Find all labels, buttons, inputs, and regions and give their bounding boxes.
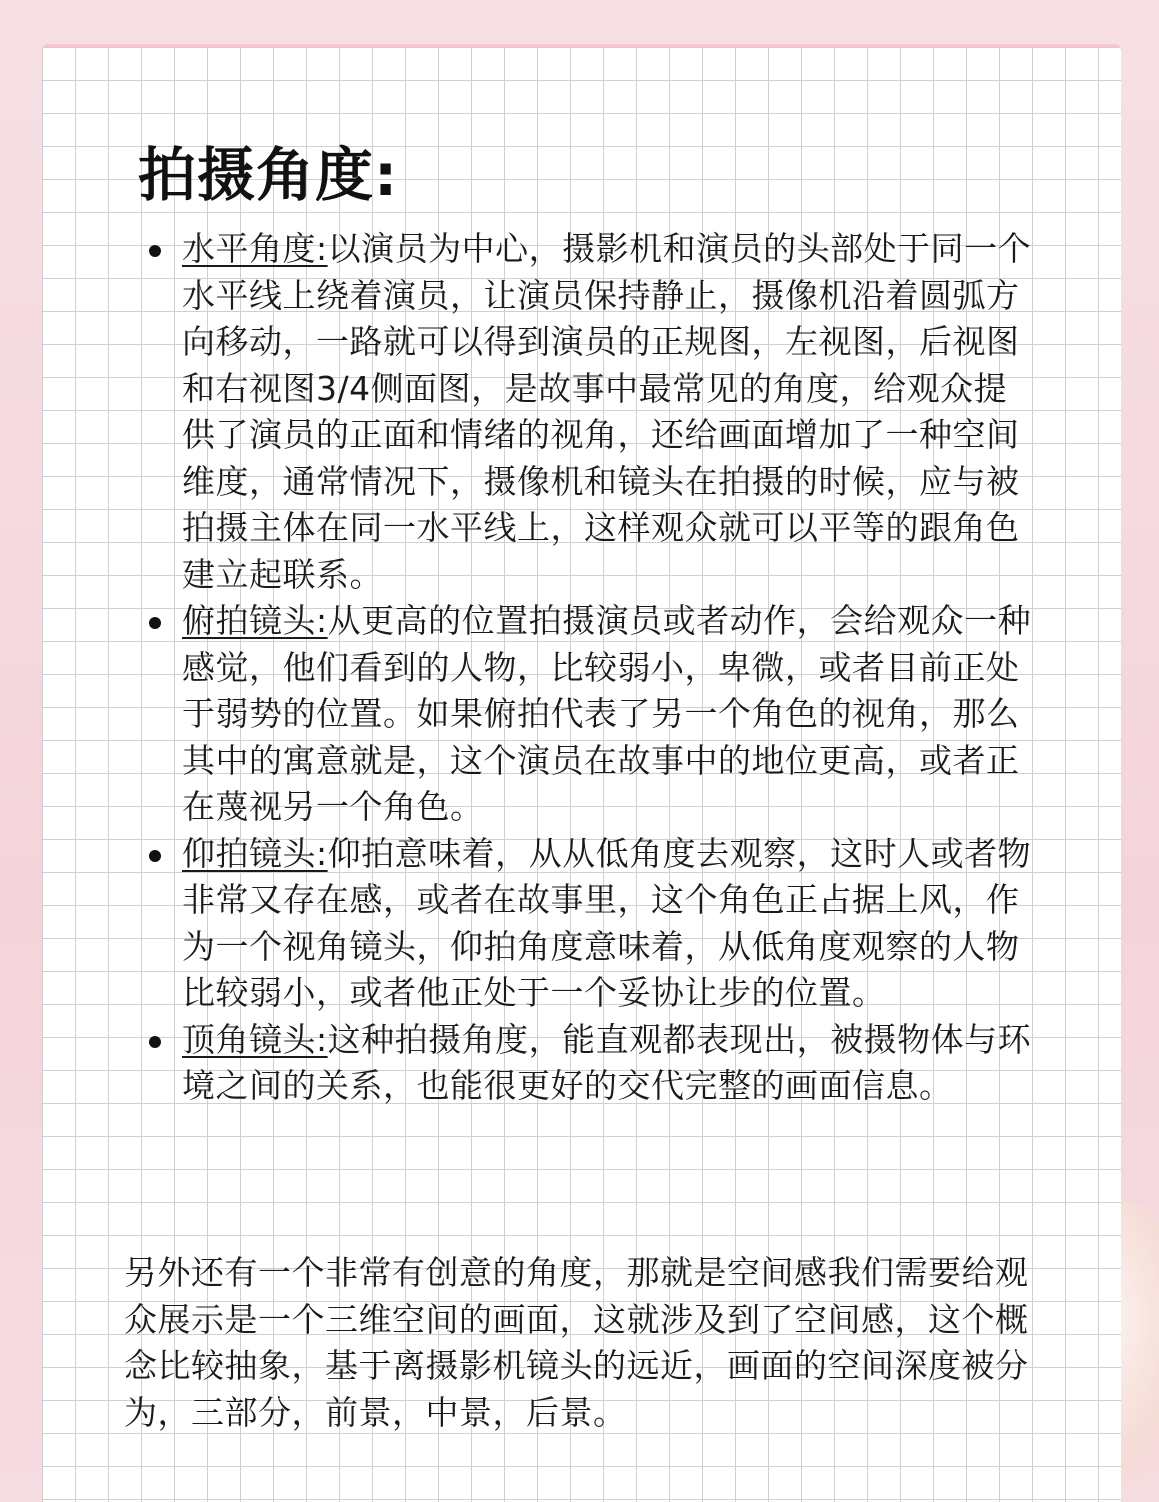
bullet-dot-icon: [149, 1036, 161, 1048]
bullet-text: 以演员为中心，摄影机和演员的头部处于同一个水平线上绕着演员，让演员保持静止，摄像机沿着圆弧方向移动，一路就可以得到演员的正规图，左视图，后视图和右视图3/4侧面图，是故事中最常见的角度，给观众提供了演员的正面和情绪的视角，还给画面增加了一种空间维度，通常情况下，摄像机和镜头在拍摄的时候，应与被拍摄主体在同一水平线上，这样观众就可以平等的跟角色建立起联系。: [182, 229, 1032, 594]
page-title: 拍摄角度:: [138, 141, 399, 209]
bullet-dot-icon: [149, 245, 161, 257]
list-item-high-angle-shot: [182, 598, 1037, 831]
bullet-text: 从更高的位置拍摄演员或者动作，会给观众一种感觉，他们看到的人物，比较弱小，卑微，或者目前正处于弱势的位置。如果俯拍代表了另一个角色的视角，那么其中的寓意就是，这个演员在故事中的地位更高，或者正在蔑视另一个角色。: [182, 601, 1032, 826]
list-item-horizontal-angle: [182, 226, 1037, 598]
bullet-dot-icon: [149, 850, 161, 862]
bullet-term: 水平角度:: [182, 229, 328, 268]
bullet-text: 这种拍摄角度，能直观都表现出，被摄物体与环境之间的关系，也能很更好的交代完整的画面信息。: [182, 1019, 1032, 1105]
bullet-term: 顶角镜头:: [182, 1019, 328, 1059]
bullet-text: 仰拍意味着，从从低角度去观察，这时人或者物非常又存在感，或者在故事里，这个角色正占据上风，作为一个视角镜头，仰拍角度意味着，从低角度观察的人物比较弱小，或者他正处于一个妥协让步的位置。: [182, 833, 1032, 1012]
bullet-term: 仰拍镜头:: [182, 833, 328, 873]
bullet-list: [182, 226, 1037, 1110]
list-item-low-angle-shot: [182, 831, 1037, 1017]
bullet-term: 俯拍镜头:: [182, 601, 328, 640]
list-item-overhead-shot: [182, 1017, 1037, 1110]
closing-paragraph: 另外还有一个非常有创意的角度，那就是空间感我们需要给观众展示是一个三维空间的画面，这就涉及到了空间感，这个概念比较抽象，基于离摄影机镜头的远近，画面的空间深度被分为，三部分，前景，中景，后景。: [124, 1253, 1029, 1432]
bullet-dot-icon: [149, 617, 161, 629]
